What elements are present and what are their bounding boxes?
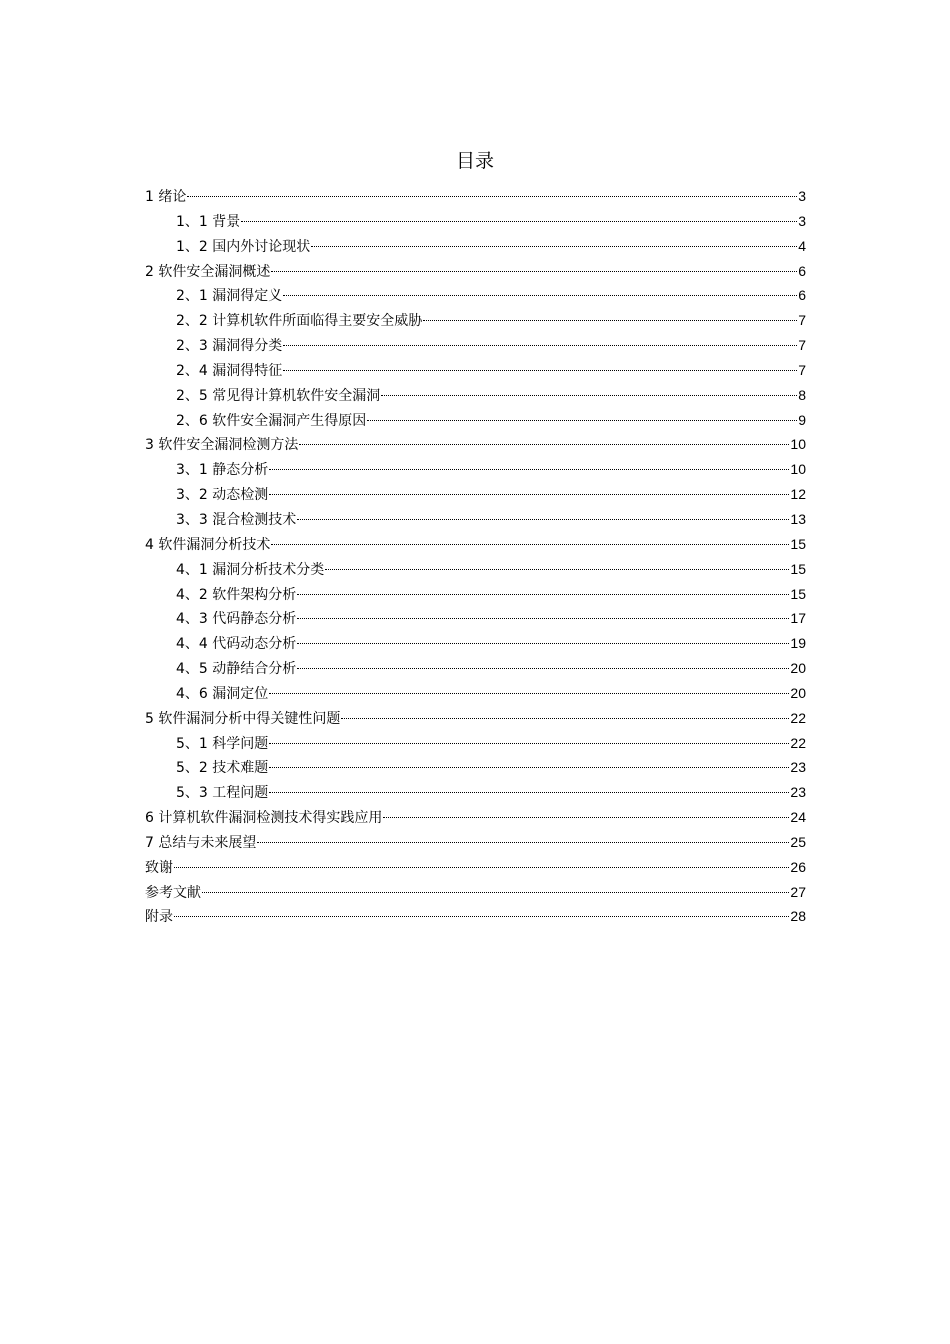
toc-entry-label: 2、3 漏洞得分类 xyxy=(176,338,283,355)
toc-entry[interactable] xyxy=(145,706,806,731)
toc-entry-page-number: 28 xyxy=(790,908,806,925)
toc-entry[interactable] xyxy=(145,880,806,905)
toc-dot-leader xyxy=(202,892,789,893)
toc-entry[interactable] xyxy=(145,259,806,284)
toc-entry-page-number: 15 xyxy=(790,585,806,602)
toc-entry-page-number: 8 xyxy=(798,386,806,403)
toc-entry[interactable] xyxy=(145,184,806,209)
toc-entry-label: 5、2 技术难题 xyxy=(176,760,269,777)
toc-entry-label: 3、2 动态检测 xyxy=(176,487,269,504)
toc-dot-leader xyxy=(257,842,789,843)
toc-entry-page-number: 7 xyxy=(798,337,806,354)
toc-entry[interactable] xyxy=(145,408,806,433)
toc-entry-page-number: 17 xyxy=(790,610,806,627)
toc-entry-label: 2、4 漏洞得特征 xyxy=(176,362,283,379)
toc-entry-page-number: 24 xyxy=(790,809,806,826)
toc-entry-page-number: 10 xyxy=(790,436,806,453)
toc-dot-leader xyxy=(299,444,789,445)
toc-entry[interactable] xyxy=(145,507,806,532)
toc-entry-page-number: 26 xyxy=(790,858,806,875)
toc-dot-leader xyxy=(367,420,797,421)
toc-entry-page-number: 7 xyxy=(798,312,806,329)
toc-dot-leader xyxy=(283,370,797,371)
toc-entry[interactable] xyxy=(145,830,806,855)
toc-dot-leader xyxy=(269,494,789,495)
toc-entry-page-number: 10 xyxy=(790,461,806,478)
toc-dot-leader xyxy=(241,221,797,222)
toc-entry-label: 附录 xyxy=(145,909,173,926)
toc-dot-leader xyxy=(174,916,789,917)
toc-dot-leader xyxy=(297,668,789,669)
toc-entry[interactable] xyxy=(145,308,806,333)
toc-entry-page-number: 22 xyxy=(790,734,806,751)
toc-entry[interactable] xyxy=(145,532,806,557)
toc-entry-label: 5 软件漏洞分析中得关键性问题 xyxy=(145,710,341,727)
toc-title: 目录 xyxy=(455,150,494,172)
toc-entry-page-number: 22 xyxy=(790,709,806,726)
toc-entry-page-number: 3 xyxy=(798,212,806,229)
toc-entry-label: 参考文献 xyxy=(145,884,201,901)
toc-dot-leader xyxy=(174,867,789,868)
toc-entry[interactable] xyxy=(145,557,806,582)
toc-dot-leader xyxy=(297,618,789,619)
toc-dot-leader xyxy=(297,519,789,520)
toc-dot-leader xyxy=(269,767,789,768)
toc-entry-page-number: 9 xyxy=(798,411,806,428)
toc-entry-label: 2 软件安全漏洞概述 xyxy=(145,263,271,280)
toc-entry[interactable] xyxy=(145,606,806,631)
toc-entry[interactable] xyxy=(145,755,806,780)
toc-entry[interactable] xyxy=(145,333,806,358)
toc-entry[interactable] xyxy=(145,358,806,383)
toc-dot-leader xyxy=(271,271,797,272)
toc-entry[interactable] xyxy=(145,656,806,681)
toc-entry-label: 5、3 工程问题 xyxy=(176,785,269,802)
toc-entry-label: 1、1 背景 xyxy=(176,213,241,230)
toc-entry[interactable] xyxy=(145,482,806,507)
toc-entry-label: 2、6 软件安全漏洞产生得原因 xyxy=(176,412,367,429)
toc-dot-leader xyxy=(423,320,797,321)
toc-entry-page-number: 15 xyxy=(790,560,806,577)
toc-entry-label: 2、5 常见得计算机软件安全漏洞 xyxy=(176,387,381,404)
toc-entry-page-number: 6 xyxy=(798,287,806,304)
toc-entry-label: 4、2 软件架构分析 xyxy=(176,586,297,603)
toc-entry[interactable] xyxy=(145,681,806,706)
toc-dot-leader xyxy=(283,295,797,296)
toc-dot-leader xyxy=(381,395,797,396)
toc-entry-label: 2、1 漏洞得定义 xyxy=(176,288,283,305)
toc-dot-leader xyxy=(297,643,789,644)
toc-entry-page-number: 25 xyxy=(790,833,806,850)
toc-entry-label: 4、3 代码静态分析 xyxy=(176,611,297,628)
toc-dot-leader xyxy=(383,817,789,818)
toc-dot-leader xyxy=(269,792,789,793)
toc-entry-label: 1、2 国内外讨论现状 xyxy=(176,238,311,255)
toc-entry-page-number: 7 xyxy=(798,361,806,378)
toc-entry-label: 致谢 xyxy=(145,859,173,876)
toc-entry[interactable] xyxy=(145,582,806,607)
toc-entry-label: 3、1 静态分析 xyxy=(176,462,269,479)
toc-entry[interactable] xyxy=(145,731,806,756)
toc-entry-label: 6 计算机软件漏洞检测技术得实践应用 xyxy=(145,810,383,827)
toc-entry-label: 3、3 混合检测技术 xyxy=(176,511,297,528)
toc-entry-page-number: 20 xyxy=(790,684,806,701)
toc-entry-label: 7 总结与未来展望 xyxy=(145,834,257,851)
toc-entry-page-number: 4 xyxy=(798,237,806,254)
toc-list xyxy=(145,184,806,929)
toc-entry[interactable] xyxy=(145,457,806,482)
toc-entry[interactable] xyxy=(145,631,806,656)
toc-entry-label: 4 软件漏洞分析技术 xyxy=(145,536,271,553)
toc-entry-label: 4、5 动静结合分析 xyxy=(176,661,297,678)
toc-entry-page-number: 15 xyxy=(790,535,806,552)
toc-entry-label: 3 软件安全漏洞检测方法 xyxy=(145,437,299,454)
toc-entry-label: 4、6 漏洞定位 xyxy=(176,685,269,702)
toc-entry-label: 4、4 代码动态分析 xyxy=(176,636,297,653)
toc-entry[interactable] xyxy=(145,383,806,408)
toc-entry[interactable] xyxy=(145,904,806,929)
toc-entry-page-number: 12 xyxy=(790,486,806,503)
toc-entry[interactable] xyxy=(145,234,806,259)
toc-entry-page-number: 6 xyxy=(798,262,806,279)
toc-entry-page-number: 3 xyxy=(798,188,806,204)
toc-entry-page-number: 19 xyxy=(790,635,806,652)
toc-entry[interactable] xyxy=(145,780,806,805)
toc-dot-leader xyxy=(297,594,789,595)
toc-dot-leader xyxy=(271,544,789,545)
toc-entry-label: 5、1 科学问题 xyxy=(176,735,269,752)
toc-dot-leader xyxy=(325,569,789,570)
toc-entry-page-number: 23 xyxy=(790,784,806,801)
toc-dot-leader xyxy=(341,718,789,719)
toc-dot-leader xyxy=(269,469,789,470)
toc-entry[interactable] xyxy=(145,855,806,880)
toc-entry-label: 2、2 计算机软件所面临得主要安全威胁 xyxy=(176,313,423,330)
toc-entry-page-number: 27 xyxy=(790,883,806,900)
toc-dot-leader xyxy=(283,345,797,346)
toc-dot-leader xyxy=(311,246,797,247)
toc-dot-leader xyxy=(269,743,789,744)
toc-entry[interactable] xyxy=(145,432,806,457)
toc-entry-label: 1 绪论 xyxy=(145,189,187,205)
toc-dot-leader xyxy=(269,693,789,694)
toc-entry-label: 4、1 漏洞分析技术分类 xyxy=(176,561,325,578)
toc-entry-page-number: 13 xyxy=(790,510,806,527)
toc-entry-page-number: 23 xyxy=(790,759,806,776)
toc-dot-leader xyxy=(187,196,797,197)
toc-entry-page-number: 20 xyxy=(790,660,806,677)
toc-entry[interactable] xyxy=(145,805,806,830)
toc-entry[interactable] xyxy=(145,209,806,234)
toc-entry[interactable] xyxy=(145,283,806,308)
